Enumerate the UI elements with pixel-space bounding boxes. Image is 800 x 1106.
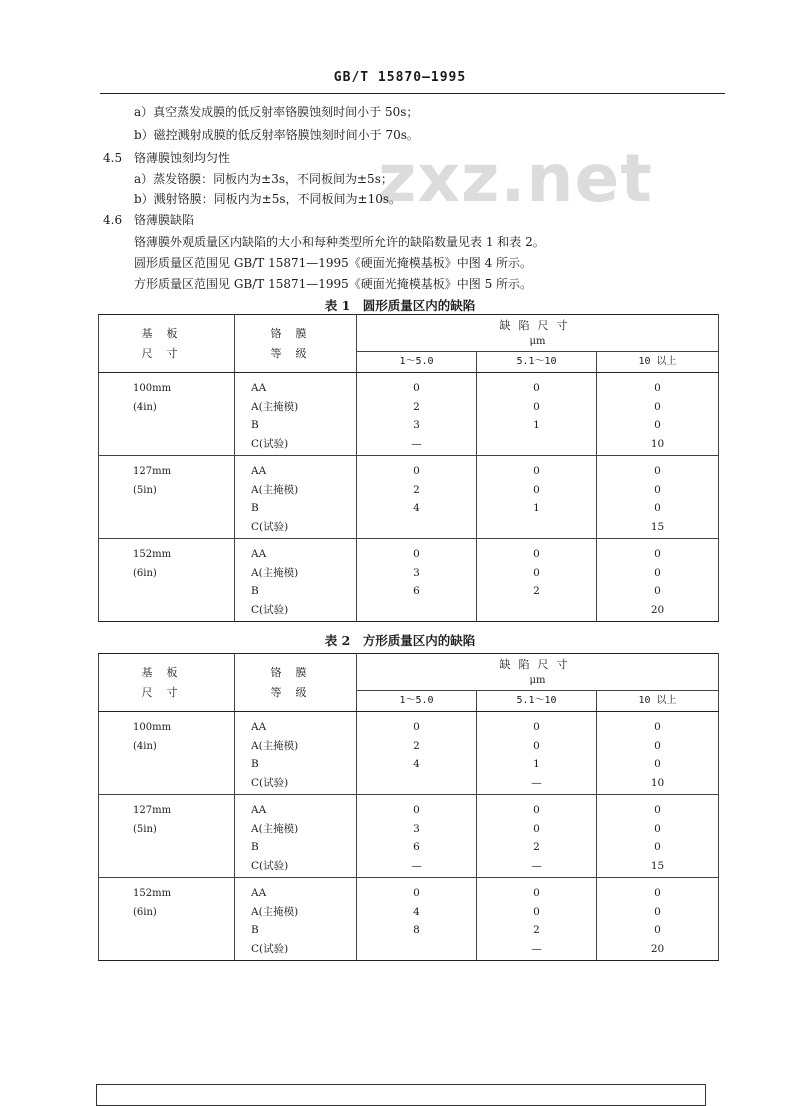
grade: AA	[251, 548, 267, 560]
value: 0	[654, 566, 661, 579]
table-2-header-size-line1: 基板	[141, 665, 192, 679]
substrate-size: 152mm	[133, 549, 172, 560]
substrate-size-cell	[99, 539, 235, 622]
value: 0	[533, 739, 540, 752]
table-2-header-unit: μm	[357, 674, 719, 691]
value: 3	[413, 822, 420, 835]
grade: B	[251, 924, 259, 936]
value: 0	[654, 841, 661, 853]
value: 0	[533, 548, 540, 560]
value: 0	[654, 483, 661, 496]
grade: B	[251, 841, 259, 853]
grade: B	[251, 758, 259, 770]
table-row	[99, 712, 719, 795]
value: —	[411, 859, 422, 872]
grade-cell	[235, 539, 357, 622]
grade: A(主掩模)	[251, 483, 299, 496]
value: 2	[413, 483, 420, 496]
table-2-header-range-1: 1～5.0	[357, 691, 477, 712]
value-cell	[477, 795, 597, 878]
table-1-header-size-line1: 基板	[141, 326, 192, 340]
value-cell	[477, 878, 597, 961]
value: 20	[650, 942, 665, 955]
value	[357, 940, 476, 959]
value-cell	[357, 878, 477, 961]
value: 0	[654, 739, 661, 752]
value: 0	[413, 382, 420, 394]
section-4-6-title: 铬薄膜缺陷	[134, 213, 195, 227]
value-cell	[477, 373, 597, 456]
value-cell	[477, 456, 597, 539]
table-1-header-range-3: 10 以上	[597, 352, 719, 373]
value-cell	[597, 456, 719, 539]
table-row	[99, 878, 719, 961]
substrate-size: 127mm	[133, 466, 172, 477]
grade: A(主掩模)	[251, 739, 299, 752]
table-1-header-defect: 缺陷尺寸	[357, 315, 719, 336]
value: 0	[654, 924, 661, 936]
footer-box	[96, 1084, 706, 1106]
table-2-header-grade-line1: 铬膜	[270, 665, 321, 679]
value: 0	[654, 887, 661, 899]
value: 0	[654, 905, 661, 918]
table-2-header-defect: 缺陷尺寸	[357, 654, 719, 675]
grade: C(试验)	[251, 859, 289, 872]
value: 0	[654, 465, 661, 477]
grade: A(主掩模)	[251, 905, 299, 918]
grade-cell	[235, 878, 357, 961]
value: 4	[413, 502, 420, 514]
table-1-header-grade-line1: 铬膜	[270, 326, 321, 340]
value: 0	[533, 887, 540, 899]
value: 0	[533, 566, 540, 579]
value-cell	[477, 539, 597, 622]
grade: B	[251, 502, 259, 514]
table-2-header-grade-line2: 等级	[270, 685, 321, 699]
value-cell	[357, 373, 477, 456]
section-4-6-number: 4.6	[103, 213, 123, 227]
paragraph-3: 方形质量区范围见 GB/T 15871—1995《硬面光掩模基板》中图 5 所示。	[134, 277, 533, 291]
grade: C(试验)	[251, 520, 289, 533]
value: 0	[654, 382, 661, 394]
grade: C(试验)	[251, 942, 289, 955]
value: 2	[413, 739, 420, 752]
value: 0	[533, 905, 540, 918]
paragraph-2: 圆形质量区范围见 GB/T 15871—1995《硬面光掩模基板》中图 4 所示。	[134, 256, 533, 270]
substrate-size-cell	[99, 795, 235, 878]
table-1-header-grade	[235, 315, 357, 373]
section-4-5-title: 铬薄膜蚀刻均匀性	[134, 151, 231, 165]
grade: A(主掩模)	[251, 566, 299, 579]
value: 0	[413, 548, 420, 560]
value: 0	[654, 758, 661, 770]
grade: B	[251, 585, 259, 597]
table-row	[99, 795, 719, 878]
grade: C(试验)	[251, 603, 289, 616]
value: 0	[533, 382, 540, 394]
value: 1	[533, 502, 540, 514]
value: 0	[654, 400, 661, 413]
value: 0	[533, 400, 540, 413]
grade: C(试验)	[251, 776, 289, 789]
substrate-size-cell	[99, 878, 235, 961]
value-cell	[357, 539, 477, 622]
table-row	[99, 456, 719, 539]
substrate-size-cell	[99, 456, 235, 539]
substrate-size: 127mm	[133, 805, 172, 816]
value: 0	[533, 465, 540, 477]
value: 0	[533, 822, 540, 835]
grade-cell	[235, 373, 357, 456]
grade: AA	[251, 382, 267, 394]
value	[357, 518, 476, 537]
table-2-header-size-line2: 尺寸	[141, 685, 192, 699]
substrate-size: 100mm	[133, 383, 172, 394]
substrate-inch: (6in)	[133, 907, 157, 918]
table-1-header-size-line2: 尺寸	[141, 346, 192, 360]
substrate-inch: (5in)	[133, 485, 157, 496]
table-1-header-range-2: 5.1～10	[477, 352, 597, 373]
grade: A(主掩模)	[251, 822, 299, 835]
value: 0	[533, 483, 540, 496]
grade: C(试验)	[251, 437, 289, 450]
value: 10	[650, 776, 665, 789]
grade-cell	[235, 712, 357, 795]
value: 0	[654, 804, 661, 816]
grade-cell	[235, 795, 357, 878]
table-1-caption: 表 1 圆形质量区内的缺陷	[324, 298, 476, 313]
table-2	[98, 653, 719, 961]
value: 0	[413, 721, 420, 733]
value: —	[411, 437, 422, 450]
value: 0	[654, 419, 661, 431]
value: —	[531, 859, 542, 872]
paragraph-1: 铬薄膜外观质量区内缺陷的大小和每种类型所允许的缺陷数量见表 1 和表 2。	[134, 235, 545, 249]
value: 20	[650, 603, 665, 616]
value: 6	[413, 585, 420, 597]
table-1-header-grade-line2: 等级	[270, 346, 321, 360]
value: 0	[533, 804, 540, 816]
substrate-inch: (6in)	[133, 568, 157, 579]
value-cell	[357, 456, 477, 539]
value: 2	[413, 400, 420, 413]
value-cell	[357, 795, 477, 878]
document-header: GB/T 15870—1995	[333, 70, 467, 85]
table-1-header-unit: μm	[357, 335, 719, 352]
value: 4	[413, 905, 420, 918]
item-b2: b）溅射铬膜：同板内为±5s，不同板间为±10s。	[134, 192, 402, 206]
grade: A(主掩模)	[251, 400, 299, 413]
value: 2	[533, 924, 540, 936]
value: 1	[533, 419, 540, 431]
value	[477, 601, 596, 620]
value: 0	[654, 721, 661, 733]
value-cell	[597, 712, 719, 795]
value: 15	[650, 520, 665, 533]
section-4-5-number: 4.5	[103, 151, 123, 165]
value: 0	[413, 465, 420, 477]
header-rule	[100, 93, 725, 94]
table-2-header-range-3: 10 以上	[597, 691, 719, 712]
table-2-header-range-2: 5.1～10	[477, 691, 597, 712]
value	[357, 774, 476, 793]
table-2-header-size	[99, 654, 235, 712]
value	[477, 435, 596, 454]
value: 1	[533, 758, 540, 770]
value-cell	[597, 795, 719, 878]
value: 2	[533, 841, 540, 853]
value-cell	[597, 539, 719, 622]
item-a1: a）真空蒸发成膜的低反射率铬膜蚀刻时间小于 50s；	[134, 105, 419, 119]
grade: AA	[251, 804, 267, 816]
table-row	[99, 373, 719, 456]
substrate-size: 152mm	[133, 888, 172, 899]
value: 0	[654, 585, 661, 597]
table-2-caption: 表 2 方形质量区内的缺陷	[324, 633, 476, 648]
substrate-size: 100mm	[133, 722, 172, 733]
grade: B	[251, 419, 259, 431]
grade-cell	[235, 456, 357, 539]
grade: AA	[251, 887, 267, 899]
value-cell	[357, 712, 477, 795]
value: 3	[413, 566, 420, 579]
value: 0	[413, 887, 420, 899]
value: 0	[654, 502, 661, 514]
value	[357, 601, 476, 620]
value: 0	[654, 822, 661, 835]
value-cell	[597, 878, 719, 961]
value: 0	[654, 548, 661, 560]
value-cell	[597, 373, 719, 456]
table-1-header-size	[99, 315, 235, 373]
value: —	[531, 942, 542, 955]
watermark: zxz.net	[378, 140, 653, 217]
table-1-header-range-1: 1～5.0	[357, 352, 477, 373]
substrate-size-cell	[99, 373, 235, 456]
substrate-inch: (4in)	[133, 402, 157, 413]
table-1	[98, 314, 719, 622]
value: 0	[533, 721, 540, 733]
value: 10	[650, 437, 665, 450]
grade: AA	[251, 465, 267, 477]
item-a2: a）蒸发铬膜：同板内为±3s，不同板间为±5s；	[134, 172, 393, 186]
value: 8	[413, 924, 420, 936]
substrate-inch: (4in)	[133, 741, 157, 752]
value-cell	[477, 712, 597, 795]
value: 6	[413, 841, 420, 853]
table-row	[99, 539, 719, 622]
value: 3	[413, 419, 420, 431]
item-b1: b）磁控溅射成膜的低反射率铬膜蚀刻时间小于 70s。	[134, 128, 419, 142]
grade: AA	[251, 721, 267, 733]
value: 2	[533, 585, 540, 597]
value: 15	[650, 859, 665, 872]
substrate-size-cell	[99, 712, 235, 795]
substrate-inch: (5in)	[133, 824, 157, 835]
table-2-header-grade	[235, 654, 357, 712]
value: 4	[413, 758, 420, 770]
value: —	[531, 776, 542, 789]
value	[477, 518, 596, 537]
value: 0	[413, 804, 420, 816]
